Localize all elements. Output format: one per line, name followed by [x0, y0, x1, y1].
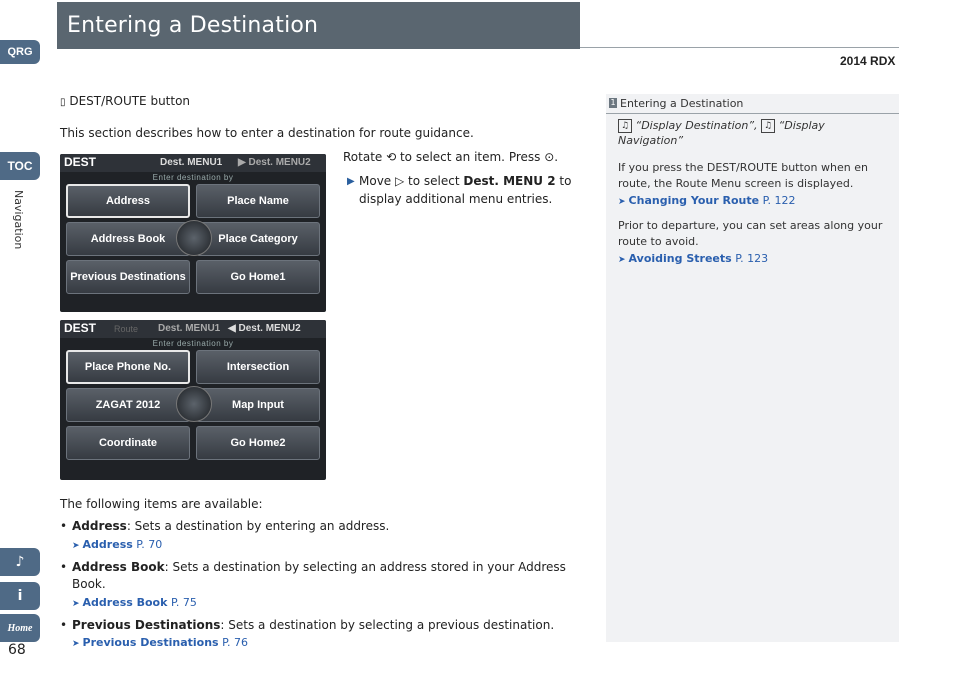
intersection-button[interactable]: Intersection	[196, 350, 320, 384]
screen-subtitle: Enter destination by	[152, 173, 234, 182]
screen-dest-menu2	[60, 320, 326, 480]
voice-commands	[618, 118, 888, 148]
address-button[interactable]: Address	[66, 184, 190, 218]
previous-destinations-button[interactable]: Previous Destinations	[66, 260, 190, 294]
intro-text: This section describes how to enter a destination for route guidance.	[60, 126, 474, 140]
page-title: Entering a Destination	[67, 13, 319, 38]
item-desc: : Sets a destination by selecting a previous destination.	[220, 618, 555, 632]
move-suffix: to display additional menu entries.	[359, 174, 572, 206]
toc-tab[interactable]: TOC	[0, 152, 40, 180]
section-label: Navigation	[12, 190, 25, 250]
place-category-button[interactable]: Place Category	[196, 222, 320, 256]
tab-dest-menu1[interactable]: Dest. MENU1	[160, 157, 223, 168]
cross-reference[interactable]	[72, 596, 197, 609]
page-number: 68	[8, 642, 26, 658]
screen-subtitle: Enter destination by	[152, 339, 234, 348]
qrg-tab[interactable]: QRG	[0, 40, 40, 64]
bullet-icon: •	[60, 519, 68, 533]
step-arrow-icon: ▶	[347, 176, 355, 187]
move-instruction	[347, 172, 599, 208]
place-phone-button[interactable]: Place Phone No.	[66, 350, 190, 384]
voice-command-icon: ♫	[618, 119, 632, 133]
xref-page[interactable]: P. 75	[170, 596, 197, 609]
available-intro: The following items are available:	[60, 497, 263, 511]
xref-page[interactable]: P. 123	[735, 252, 769, 265]
cross-reference[interactable]	[72, 538, 162, 551]
move-target: Dest. MENU 2	[463, 174, 556, 188]
item-desc: : Sets a destination by selecting an address stored in your Address Book.	[72, 560, 566, 591]
go-home1-button[interactable]: Go Home1	[196, 260, 320, 294]
sidebar-cross-reference[interactable]	[618, 194, 795, 207]
screen-dest-label: DEST	[64, 321, 97, 335]
reference-arrow-icon: ➤	[72, 541, 80, 551]
title-bar	[57, 2, 580, 49]
go-home2-button[interactable]: Go Home2	[196, 426, 320, 460]
rotate-instruction: Rotate ⟲ to select an item. Press ⊙.	[343, 150, 559, 164]
place-name-button[interactable]: Place Name	[196, 184, 320, 218]
address-book-button[interactable]: Address Book	[66, 222, 190, 256]
xref-link[interactable]: Changing Your Route	[628, 194, 760, 207]
sidebar-header	[606, 94, 899, 114]
reference-arrow-icon: ➤	[618, 197, 626, 207]
screen-dest-menu1	[60, 154, 326, 312]
reference-arrow-icon: ➤	[72, 599, 80, 609]
sidebar-paragraph: If you press the DEST/ROUTE button when en route, the Route Menu screen is displayed.	[618, 161, 868, 190]
screen-header	[60, 320, 326, 338]
reference-arrow-icon: ➤	[618, 255, 626, 265]
title-rule	[580, 47, 899, 48]
item-desc: : Sets a destination by entering an address.	[126, 519, 390, 533]
xref-link[interactable]: Previous Destinations	[82, 636, 219, 649]
voice-command-icon: ♫	[761, 119, 775, 133]
sidebar-notes	[606, 94, 899, 642]
tab-dest-menu2[interactable]: ▶ Dest. MENU2	[238, 157, 311, 168]
xref-link[interactable]: Avoiding Streets	[628, 252, 732, 265]
zagat-button[interactable]: ZAGAT 2012	[66, 388, 190, 422]
route-tab[interactable]: Route	[114, 324, 139, 334]
interface-dial-icon	[176, 386, 212, 422]
reference-arrow-icon: ➤	[72, 639, 80, 649]
tab-dest-menu1[interactable]: Dest. MENU1	[158, 323, 221, 334]
sidebar-cross-reference[interactable]	[618, 252, 768, 265]
tab-dest-menu2[interactable]: ◀ Dest. MENU2	[228, 323, 301, 334]
home-icon[interactable]: Home	[0, 614, 40, 642]
bullet-icon: •	[60, 560, 68, 574]
xref-link[interactable]: Address	[82, 538, 133, 551]
item-name: Address	[72, 519, 127, 533]
voice-command-icon[interactable]: ♪	[0, 548, 40, 576]
item-name: Previous Destinations	[72, 618, 221, 632]
button-line-text: DEST/ROUTE button	[69, 94, 191, 108]
screen-header	[60, 154, 326, 172]
voice-command-1: “Display Destination”,	[635, 119, 758, 132]
sidebar-paragraph: Prior to departure, you can set areas along your route to avoid.	[618, 219, 883, 248]
xref-link[interactable]: Address Book	[82, 596, 168, 609]
hardware-button-icon: ▯	[60, 97, 66, 108]
interface-dial-icon	[176, 220, 212, 256]
map-input-button[interactable]: Map Input	[196, 388, 320, 422]
xref-page[interactable]: P. 76	[222, 636, 249, 649]
bullet-icon: •	[60, 618, 68, 632]
item-name: Address Book	[72, 560, 165, 574]
voice-command-2: “Display Navigation”	[618, 119, 825, 147]
move-prefix: Move ▷ to select	[359, 174, 460, 188]
xref-page[interactable]: P. 122	[762, 194, 796, 207]
cross-reference[interactable]	[72, 636, 248, 649]
button-line	[60, 94, 190, 108]
note-marker-icon: 1	[610, 98, 616, 107]
screen-dest-label: DEST	[64, 155, 97, 169]
info-icon[interactable]: i	[0, 582, 40, 610]
coordinate-button[interactable]: Coordinate	[66, 426, 190, 460]
xref-page[interactable]: P. 70	[136, 538, 163, 551]
model-label: 2014 RDX	[840, 54, 896, 68]
sidebar-title: Entering a Destination	[620, 97, 744, 110]
